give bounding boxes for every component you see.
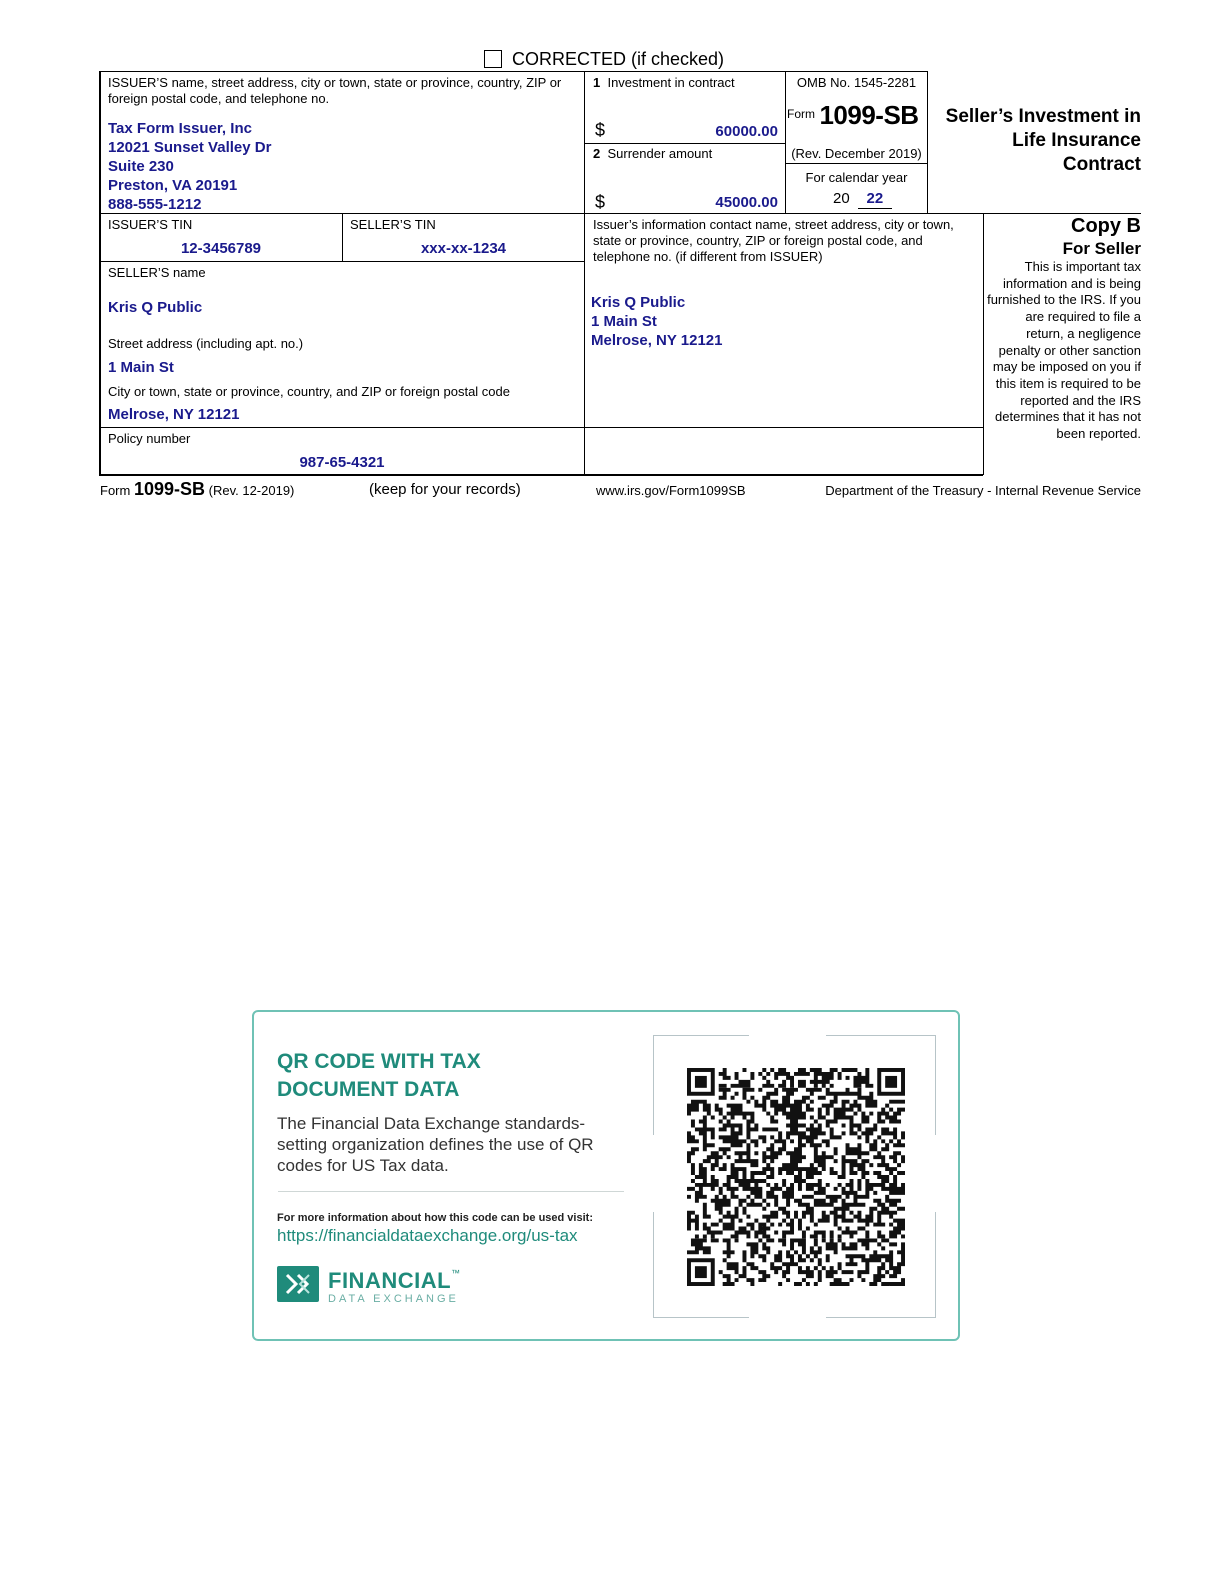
seller-tin-label: SELLER’S TIN bbox=[350, 217, 436, 232]
issuer-contact-street: 1 Main St bbox=[591, 313, 657, 330]
copy-notice: This is important tax information and is being furnished to the IRS. If you are required to file a return, a negligence penalty or other sanction may be imposed on you if this item is required to be reported and the IRS determines that it has not been reported. bbox=[987, 259, 1141, 442]
qr-title: QR CODE WITH TAX DOCUMENT DATA bbox=[277, 1050, 481, 1101]
issuer-contact-address bbox=[591, 293, 722, 350]
fdx-logo-text: FINANCIAL™ DATA EXCHANGE bbox=[328, 1268, 461, 1305]
issuer-city: Preston, VA 20191 bbox=[108, 177, 238, 194]
issuer-suite: Suite 230 bbox=[108, 158, 174, 175]
calendar-century: 20 bbox=[833, 190, 850, 207]
policy-value: 987-65-4321 bbox=[299, 454, 385, 471]
issuer-street: 12021 Sunset Valley Dr bbox=[108, 139, 272, 156]
seller-name-label: SELLER’S name bbox=[108, 265, 206, 280]
footer-url[interactable]: www.irs.gov/Form1099SB bbox=[596, 483, 746, 498]
copy-subtitle: For Seller bbox=[1062, 239, 1141, 258]
box2-label: 2 Surrender amount bbox=[593, 146, 713, 161]
issuer-contact-name: Kris Q Public bbox=[591, 294, 686, 311]
corrected-label: CORRECTED (if checked) bbox=[512, 49, 725, 69]
corrected-checkbox[interactable] bbox=[484, 50, 502, 68]
fdx-logo-icon bbox=[277, 1266, 319, 1302]
box1-value: 60000.00 bbox=[715, 123, 778, 140]
issuer-contact-city: Melrose, NY 12121 bbox=[591, 332, 723, 349]
corrected-checkbox-row bbox=[484, 48, 724, 70]
form-number-block bbox=[787, 100, 919, 131]
seller-tin-value: xxx-xx-1234 bbox=[420, 240, 507, 257]
copy-title: Copy B bbox=[1071, 215, 1141, 237]
issuer-address bbox=[108, 119, 271, 214]
footer-department: Department of the Treasury - Internal Revenue Service bbox=[825, 483, 1141, 498]
street-value: 1 Main St bbox=[108, 359, 174, 376]
seller-name-value: Kris Q Public bbox=[108, 299, 203, 316]
calendar-year-label: For calendar year bbox=[805, 170, 908, 185]
street-label: Street address (including apt. no.) bbox=[108, 336, 304, 351]
issuer-contact-label: Issuer’s information contact name, street address, city or town, state or province, country, ZIP or foreign postal code, and telephone no. (if different from ISSUER) bbox=[593, 217, 954, 264]
box1-currency: $ bbox=[595, 120, 606, 140]
qr-info-card bbox=[252, 1010, 960, 1341]
footer-keep: (keep for your records) bbox=[369, 481, 521, 498]
issuer-tin-value: 12-3456789 bbox=[180, 240, 262, 257]
qr-divider bbox=[278, 1191, 624, 1192]
qr-code-image bbox=[687, 1068, 905, 1286]
city-label: City or town, state or province, country, and ZIP or foreign postal code bbox=[108, 384, 510, 399]
qr-description: The Financial Data Exchange standards-setting organization defines the use of QR codes for US Tax data. bbox=[277, 1114, 594, 1175]
form-number: 1099-SB bbox=[819, 100, 919, 130]
box2-value: 45000.00 bbox=[715, 194, 778, 211]
omb-number: OMB No. 1545-2281 bbox=[796, 75, 917, 90]
policy-label: Policy number bbox=[108, 431, 191, 446]
issuer-name: Tax Form Issuer, Inc bbox=[108, 120, 252, 137]
issuer-tin-label: ISSUER’S TIN bbox=[108, 217, 193, 232]
box1-label: 1 Investment in contract bbox=[593, 75, 735, 90]
calendar-year-row bbox=[833, 189, 892, 209]
box2-currency: $ bbox=[595, 192, 606, 212]
calendar-year: 22 bbox=[866, 190, 884, 207]
form-prefix: Form bbox=[787, 107, 815, 121]
issuer-label: ISSUER’S name, street address, city or town, state or province, country, ZIP or foreign postal code, and telephone no. bbox=[108, 75, 562, 106]
city-value: Melrose, NY 12121 bbox=[108, 406, 240, 423]
issuer-phone: 888-555-1212 bbox=[108, 196, 202, 213]
form-title: Seller’s Investment in Life Insurance Contract bbox=[945, 106, 1141, 175]
footer-form-id: Form 1099-SB (Rev. 12-2019) bbox=[100, 479, 295, 499]
qr-link[interactable]: https://financialdataexchange.org/us-tax bbox=[277, 1226, 578, 1245]
form-revision: (Rev. December 2019) bbox=[791, 146, 922, 161]
qr-more-info: For more information about how this code can be used visit: bbox=[277, 1212, 593, 1224]
